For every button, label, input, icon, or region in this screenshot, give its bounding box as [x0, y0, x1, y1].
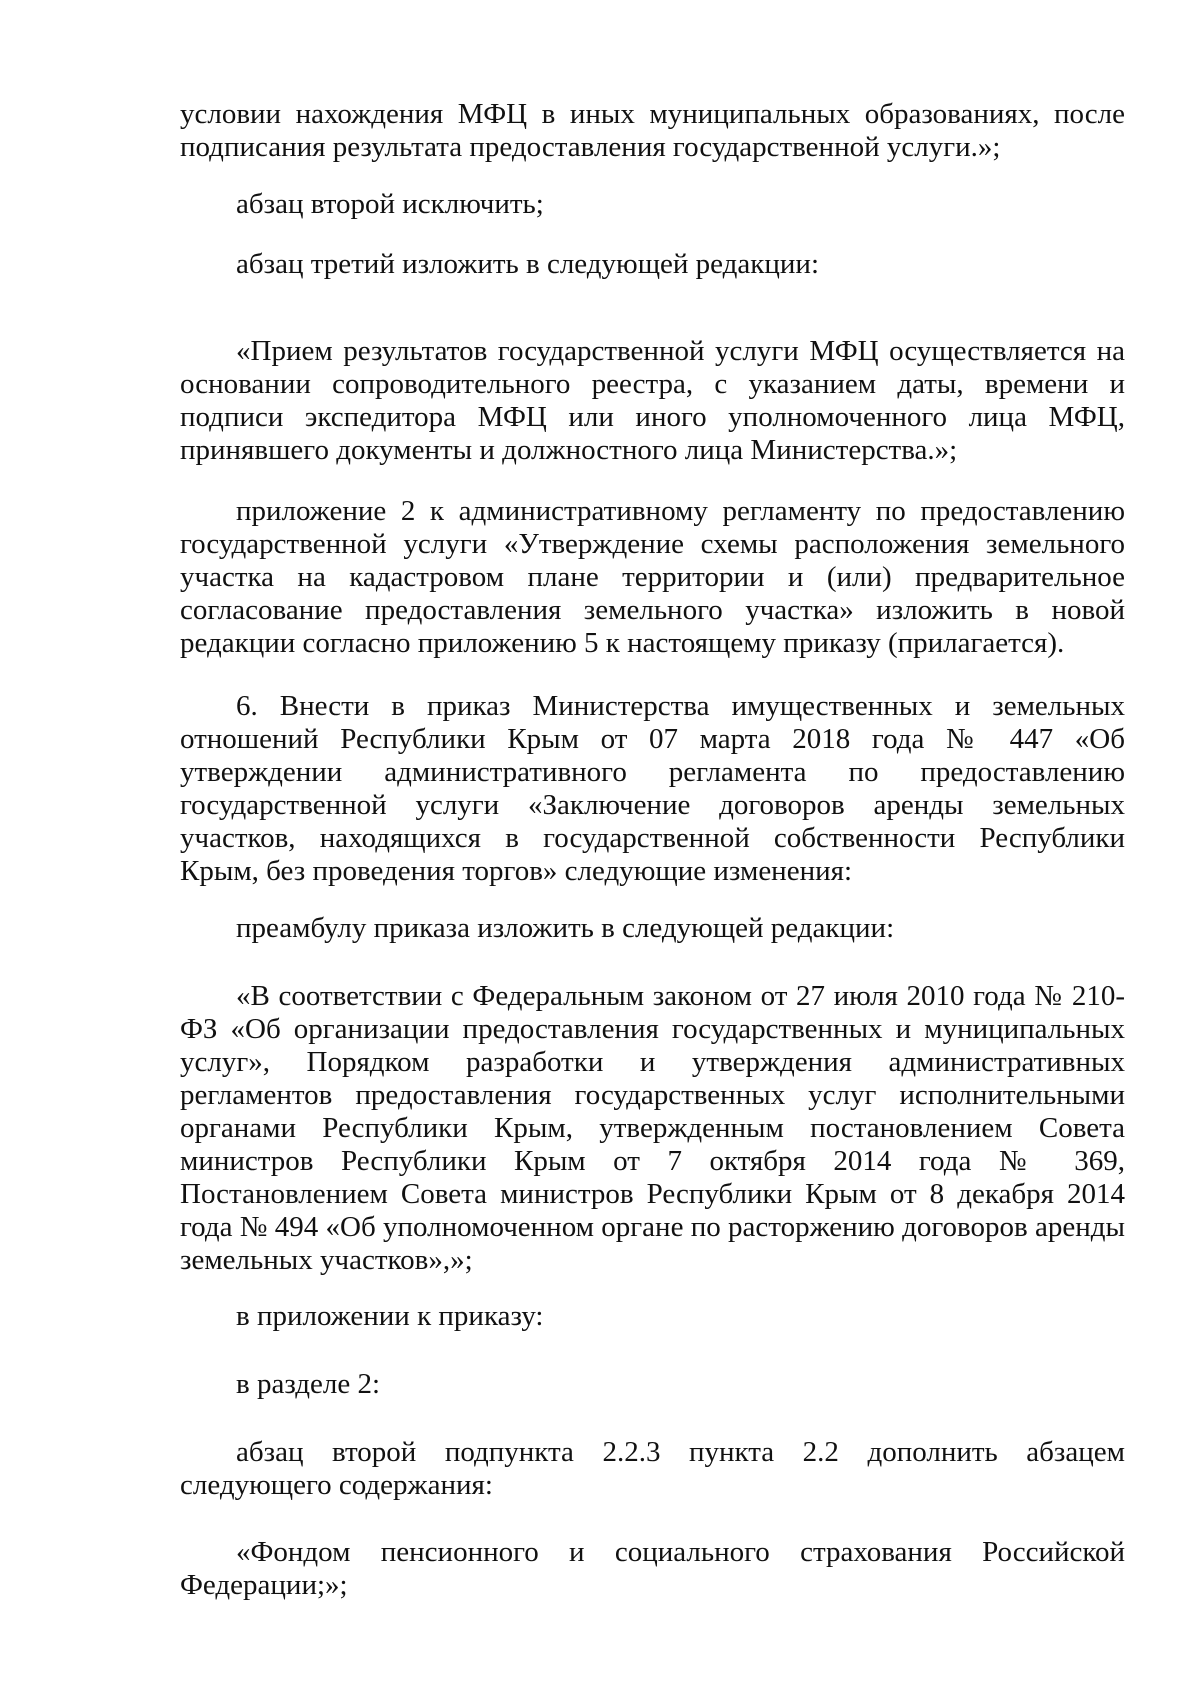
- paragraph-appendix-2: приложение 2 к административному регламенту по предоставлению государственной услуги «Утверждение схемы расположения земельного участка на кадастровом плане территории и (или) предварительное согласование предоставления земельного участка» изложить в новой редакции согласно приложению 5 к настоящему приказу (прилагается).: [180, 495, 1125, 659]
- paragraph-subitem-2-2-3: абзац второй подпункта 2.2.3 пункта 2.2 дополнить абзацем следующего содержания:: [180, 1436, 1125, 1501]
- paragraph-quote-preamble: «В соответствии с Федеральным законом от 27 июля 2010 года № 210-ФЗ «Об организации предоставления государственных и муниципальных услуг», Порядком разработки и утверждения административных регламентов предоставления государственных услуг исполнительными органами Республики Крым, утвержденным постановлением Совета министров Республики Крым от 7 октября 2014 года № 369, Постановлением Совета министров Республики Крым от 8 декабря 2014 года № 494 «Об уполномоченном органе по расторжению договоров аренды земельных участков»,»;: [180, 980, 1125, 1276]
- paragraph-in-appendix: в приложении к приказу:: [236, 1300, 544, 1332]
- paragraph-remove-second: абзац второй исключить;: [236, 188, 544, 220]
- paragraph-quote-mfc: «Прием результатов государственной услуги МФЦ осуществляется на основании сопроводительного реестра, с указанием даты, времени и подписи экспедитора МФЦ или иного уполномоченного лица МФЦ, принявшего документы и должностного лица Министерства.»;: [180, 335, 1125, 466]
- paragraph-third-revision: абзац третий изложить в следующей редакции:: [236, 248, 820, 280]
- paragraph-preamble: преамбулу приказа изложить в следующей редакции:: [236, 912, 895, 944]
- paragraph-item-6: 6. Внести в приказ Министерства имущественных и земельных отношений Республики Крым от 07 марта 2018 года № 447 «Об утверждении административного регламента по предоставлению государственной услуги «Заключение договоров аренды земельных участков, находящихся в государственной собственности Республики Крым, без проведения торгов» следующие изменения:: [180, 690, 1125, 887]
- paragraph-section-2: в разделе 2:: [236, 1368, 381, 1400]
- paragraph-quote-fund: «Фондом пенсионного и социального страхования Российской Федерации;»;: [180, 1536, 1125, 1601]
- paragraph-continuation: условии нахождения МФЦ в иных муниципальных образованиях, после подписания результата предоставления государственной услуги.»;: [180, 98, 1125, 163]
